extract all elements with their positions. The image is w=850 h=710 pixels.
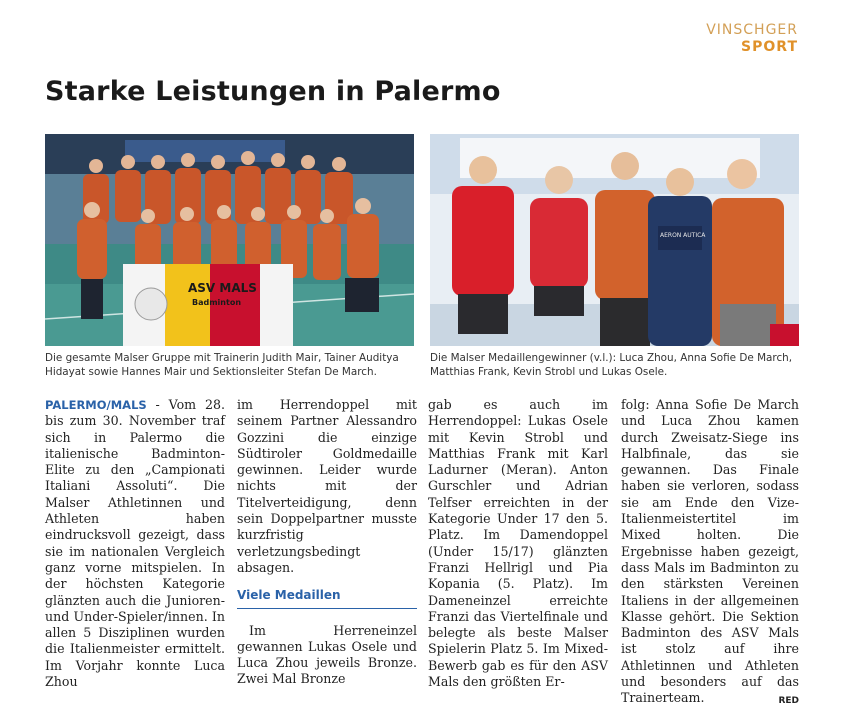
brand-line-1: VINSCHGER [706, 22, 798, 38]
column-2-text-continued: Im Herreneinzel gewannen Lukas Osele und Luca Zhou jeweils Bronze. Zwei Mal Bronze [237, 622, 417, 687]
banner-text: ASV MALS [188, 281, 257, 295]
banner-subtext: Badminton [192, 298, 242, 307]
dateline: PALERMO/MALS [45, 398, 147, 412]
author-signature: RED [778, 696, 799, 707]
article-column-2 [237, 397, 417, 688]
column-4-text: folg: Anna Sofie De March und Luca Zhou kamen durch Zweisatz-Siege ins Halbfinale, das sie gewannen. Das Finale haben sie verloren, sodass sie am Ende den Vize-Italienmeistertitel im Mixed holten. Die Ergebnisse haben gezeigt, dass Mals im Badminton zu den stärksten Vereinen Italiens in der allgemeinen Klasse gehört. Die Sektion Badminton des ASV Mals ist stolz auf ihre Athletinnen und Athleten und besonders auf das Trainerteam. [621, 397, 799, 706]
article-column-4 [621, 397, 799, 710]
brand-line-2: SPORT [741, 39, 798, 55]
column-2-text: im Herrendoppel mit seinem Partner Alessandro Gozzini die einzige Südtiroler Goldmedaille gewinnen. Leider wurde nichts mit der Titelverteidigung, denn sein Doppelpartner musste kurzfristig verletzungsbedingt absagen. [237, 397, 417, 575]
svg-text:AERON AUTICA: AERON AUTICA [660, 232, 706, 239]
column-3-text: gab es auch im Herrendoppel: Lukas Osele mit Kevin Strobl und Matthias Frank mit Karl Ladurner (Meran). Anton Gurschler und Adrian Telfser erreichten in der Kategorie Under 17 den 5. Platz. Im Damendoppel (Under 15/17) glänzten Franzi Hellrigl und Pia Kopania (5. Platz). Im Dameneinzel erreichte Franzi das Viertelfinale und belegte als beste Malser Spielerin Platz 5. Im Mixed-Bewerb gab es für den ASV Mals den größten Er- [428, 397, 608, 690]
article-column-1 [45, 397, 225, 690]
subheading: Viele Medaillen [237, 587, 417, 608]
group-photo [45, 134, 414, 346]
article-column-3 [428, 397, 608, 690]
group-photo-caption: Die gesamte Malser Gruppe mit Trainerin Judith Mair, Tainer Auditya Hidayat sowie Hannes Mair und Sektionsleiter Stefan De March. [45, 352, 399, 378]
column-1-text: - Vom 28. bis zum 30. November traf sich in Palermo die italienische Badminton-Elite zu den „Campionati Italiani Assoluti“. Die Malser Athletinnen und Athleten haben eindrucksvoll gezeigt, dass sie im nationalen Vergleich ganz vorne mitspielen. In der höchsten Kategorie glänzten auch die Junioren- und Under-Spieler/innen. In allen 5 Disziplinen wurden die Italienmeister ermittelt. Im Vorjahr konnte Luca Zhou [45, 397, 225, 690]
medal-winners-caption: Die Malser Medaillengewinner (v.l.): Luca Zhou, Anna Sofie De March, Matthias Frank, Kevin Strobl und Lukas Osele. [430, 352, 793, 378]
medal-winners-photo [430, 134, 799, 346]
section-brand [706, 22, 798, 56]
headline: Starke Leistungen in Palermo [45, 76, 501, 107]
